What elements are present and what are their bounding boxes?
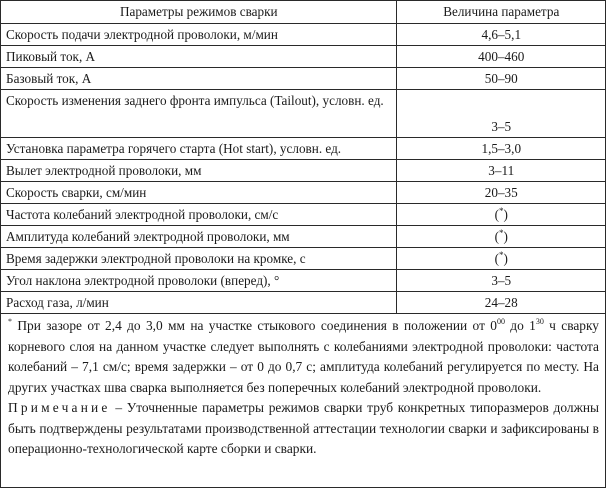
footnote-text-part: При зазоре от 2,4 до 3,0 мм на участке стыкового соединения в положении от 0 <box>12 318 497 333</box>
footnote-text-part: до 1 <box>504 318 536 333</box>
note <box>8 398 599 460</box>
table-row <box>1 226 605 248</box>
parameter-value: 50–90 <box>396 68 605 90</box>
parameter-name: Частота колебаний электродной проволоки, см/с <box>1 204 396 226</box>
table-row <box>1 90 605 138</box>
parameter-name: Угол наклона электродной проволоки (вперед), ° <box>1 270 396 292</box>
parameter-name: Пиковый ток, А <box>1 46 396 68</box>
parameter-name: Расход газа, л/мин <box>1 292 396 314</box>
parameter-name: Скорость подачи электродной проволоки, м/мин <box>1 24 396 46</box>
parameter-value: 3–5 <box>396 270 605 292</box>
parameter-name: Амплитуда колебаний электродной проволоки, мм <box>1 226 396 248</box>
table-row <box>1 292 605 314</box>
table-row <box>1 182 605 204</box>
footnote-superscript: 30 <box>535 317 544 326</box>
parameter-value: 20–35 <box>396 182 605 204</box>
footnote-reference-mark: * <box>499 206 504 216</box>
parameter-value: 1,5–3,0 <box>396 138 605 160</box>
note-label: Примечание <box>8 400 111 415</box>
parameter-value: 3–11 <box>396 160 605 182</box>
parameter-name: Вылет электродной проволоки, мм <box>1 160 396 182</box>
header-value: Величина параметра <box>396 1 605 24</box>
parameter-name: Базовый ток, А <box>1 68 396 90</box>
parameter-value: (*) <box>396 226 605 248</box>
footnote-superscript: 00 <box>496 317 505 326</box>
table-row <box>1 46 605 68</box>
footnote-marker: * <box>8 317 12 326</box>
parameter-value: 24–28 <box>396 292 605 314</box>
parameter-value: 4,6–5,1 <box>396 24 605 46</box>
parameter-name: Скорость сварки, см/мин <box>1 182 396 204</box>
parameter-value: 3–5 <box>396 90 605 138</box>
parameter-value: (*) <box>396 204 605 226</box>
table-row <box>1 138 605 160</box>
header-parameter: Параметры режимов сварки <box>1 1 396 24</box>
table-row <box>1 68 605 90</box>
footnote-reference-mark: * <box>499 250 504 260</box>
parameter-value: 400–460 <box>396 46 605 68</box>
table-header-row <box>1 1 605 24</box>
parameter-name: Время задержки электродной проволоки на кромке, с <box>1 248 396 270</box>
table-row <box>1 160 605 182</box>
footnote-reference-mark: * <box>499 228 504 238</box>
footnote <box>8 316 599 398</box>
parameter-value: (*) <box>396 248 605 270</box>
table-row <box>1 204 605 226</box>
parameter-name: Установка параметра горячего старта (Hot start), условн. ед. <box>1 138 396 160</box>
welding-parameters-table <box>1 1 605 314</box>
table-row <box>1 270 605 292</box>
notes-section <box>1 314 605 460</box>
parameter-name: Скорость изменения заднего фронта импульса (Tailout), условн. ед. <box>1 90 396 138</box>
table-row <box>1 24 605 46</box>
footnote-text-part: ч сварку корневого слоя на данном участке следует выполнять с колебаниями электродной проволоки: частота колебаний – 7,1 см/с; время задержки – от 0 до 0,7 с; амплитуда колебаний регулируется по месту. На других участках шва сварка выполняется без поперечных колебаний электродной проволоки. <box>8 318 599 395</box>
table-row <box>1 248 605 270</box>
note-text: – Уточненные параметры режимов сварки труб конкретных типоразмеров должны быть подтверждены результатами производственной аттестации технологии сварки и зафиксированы в операционно-технологической карте сборки и сварки. <box>8 400 599 456</box>
